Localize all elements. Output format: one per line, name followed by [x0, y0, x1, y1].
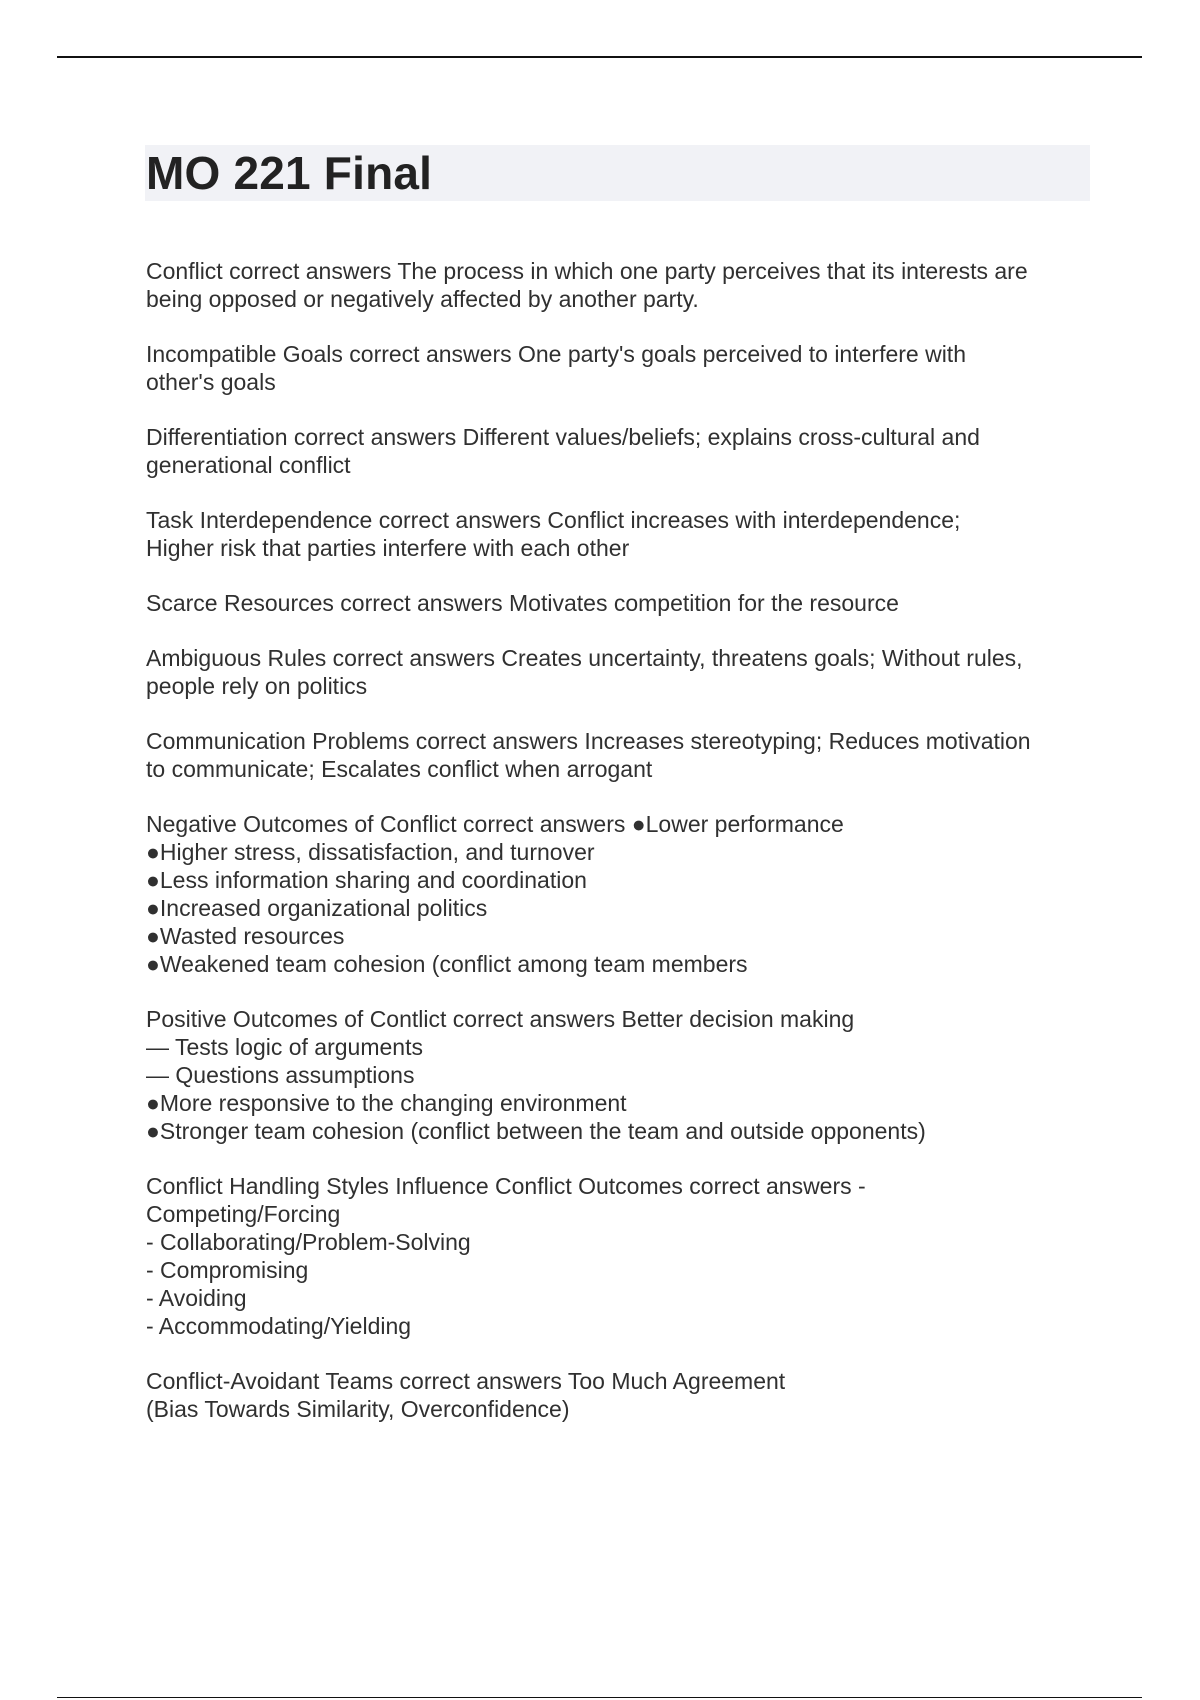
entry-list	[146, 257, 1091, 1450]
entry-scarce-resources: Scarce Resources correct answers Motivates competition for the resource	[146, 590, 899, 616]
entry-positive-outcomes: Positive Outcomes of Contlict correct answers Better decision making — Tests logic of arguments — Questions assumptions ●More responsive to the changing environment ●Stronger team cohesion (conflict between the team and outside opponents)	[146, 1006, 926, 1144]
entry-conflict-handling-styles: Conflict Handling Styles Influence Conflict Outcomes correct answers - Competing/Forcing - Collaborating/Problem-Solving - Compromising - Avoiding - Accommodating/Yielding	[146, 1173, 866, 1339]
top-divider	[57, 56, 1142, 58]
entry-conflict-avoidant-teams: Conflict-Avoidant Teams correct answers Too Much Agreement (Bias Towards Similarity, Overconfidence)	[146, 1368, 786, 1422]
entry-negative-outcomes: Negative Outcomes of Conflict correct answers ●Lower performance ●Higher stress, dissatisfaction, and turnover ●Less information sharing and coordination ●Increased organizational politics ●Wasted resources ●Weakened team cohesion (conflict among team members	[146, 811, 844, 977]
entry-differentiation: Differentiation correct answers Different values/beliefs; explains cross-cultural and generational conflict	[146, 424, 980, 478]
entry-ambiguous-rules: Ambiguous Rules correct answers Creates uncertainty, threatens goals; Without rules, people rely on politics	[146, 645, 1023, 699]
entry-incompatible-goals: Incompatible Goals correct answers One party's goals perceived to interfere with other's goals	[146, 341, 966, 395]
entry-task-interdependence: Task Interdependence correct answers Conflict increases with interdependence; Higher risk that parties interfere with each other	[146, 507, 961, 561]
page-title: MO 221 Final	[146, 147, 433, 199]
bottom-divider	[57, 1697, 1142, 1698]
entry-communication-problems: Communication Problems correct answers Increases stereotyping; Reduces motivation to communicate; Escalates conflict when arrogant	[146, 728, 1031, 782]
entry-conflict: Conflict correct answers The process in which one party perceives that its interests are being opposed or negatively affected by another party.	[146, 258, 1028, 312]
